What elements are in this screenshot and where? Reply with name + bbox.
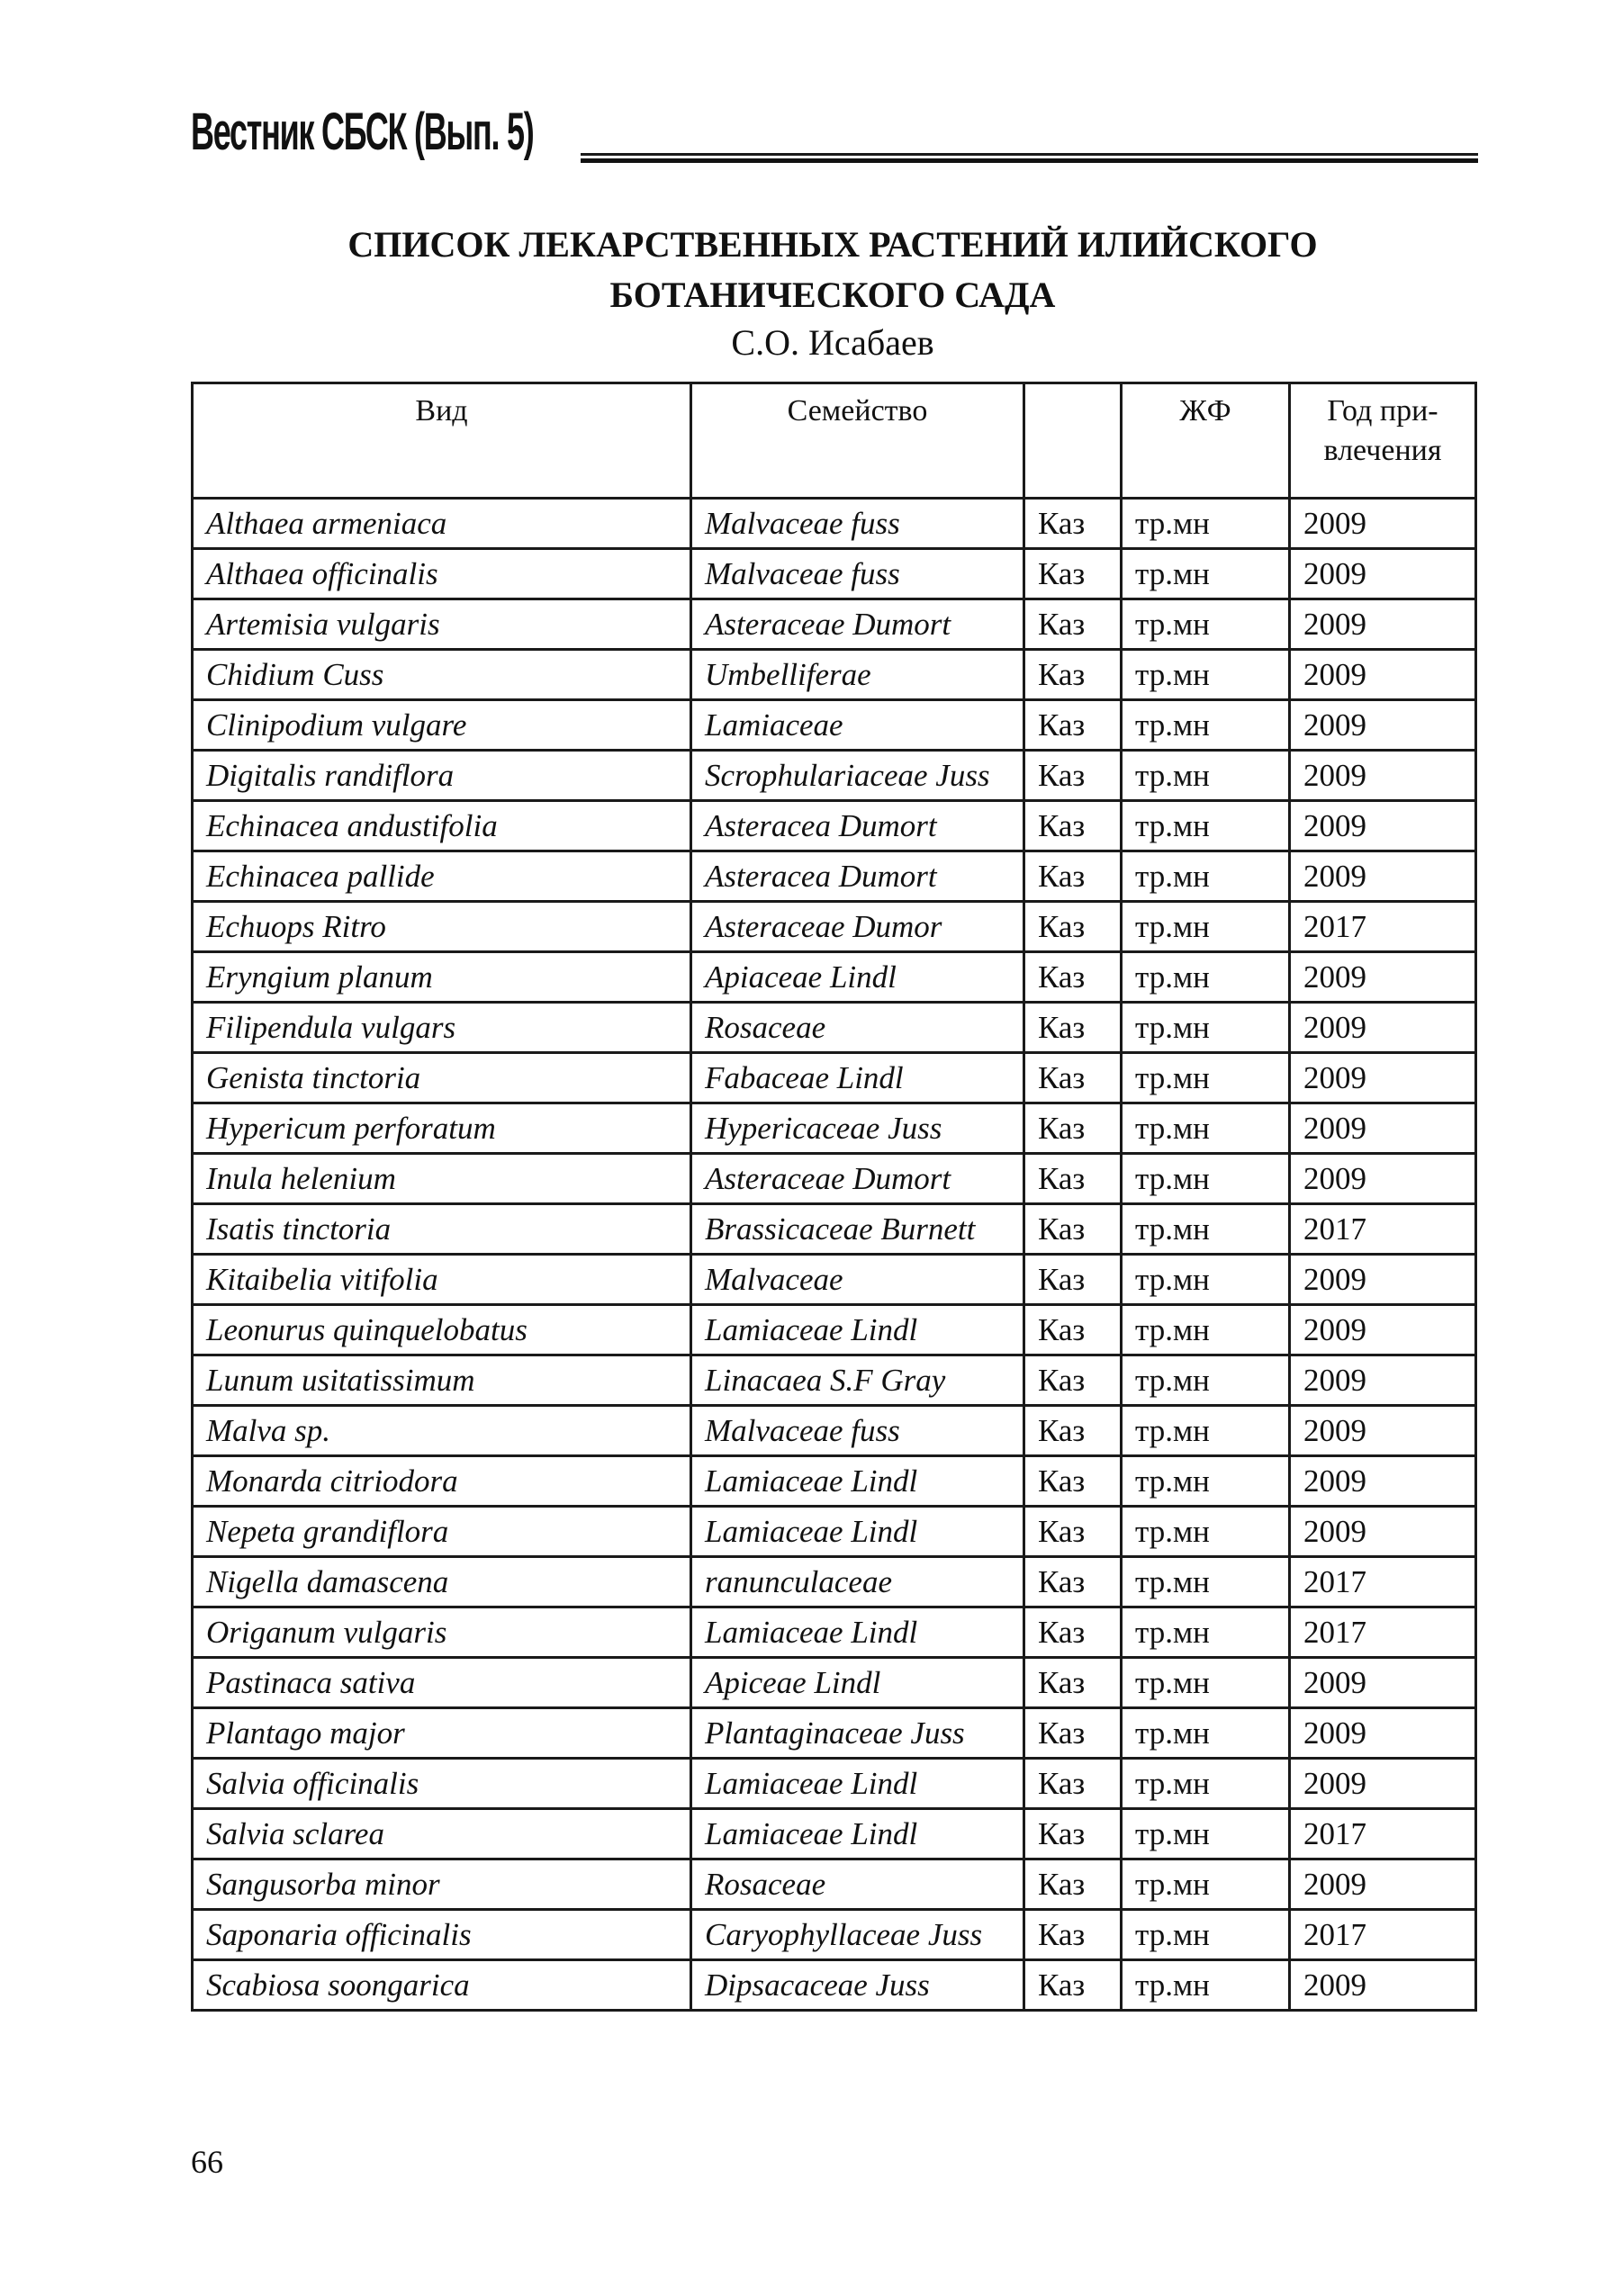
cell-species: Artemisia vulgaris bbox=[193, 599, 691, 650]
cell-year: 2009 bbox=[1290, 1154, 1476, 1204]
cell-origin: Каз bbox=[1024, 1607, 1122, 1658]
cell-year: 2009 bbox=[1290, 851, 1476, 902]
cell-origin: Каз bbox=[1024, 751, 1122, 801]
article-author: С.О. Исабаев bbox=[731, 322, 934, 363]
table-row bbox=[193, 902, 1476, 952]
cell-year: 2009 bbox=[1290, 549, 1476, 599]
cell-year: 2009 bbox=[1290, 1103, 1476, 1154]
cell-family: Lamiaceae bbox=[691, 700, 1024, 751]
cell-species: Lunum usitatissimum bbox=[193, 1355, 691, 1406]
cell-year: 2009 bbox=[1290, 1859, 1476, 1910]
cell-life-form: тр.мн bbox=[1122, 1960, 1290, 2011]
cell-life-form: тр.мн bbox=[1122, 1658, 1290, 1708]
cell-species: Kitaibelia vitifolia bbox=[193, 1255, 691, 1305]
cell-life-form: тр.мн bbox=[1122, 1305, 1290, 1355]
cell-species: Scabiosa soongarica bbox=[193, 1960, 691, 2011]
cell-family: Plantaginaceae Juss bbox=[691, 1708, 1024, 1759]
cell-species: Plantago major bbox=[193, 1708, 691, 1759]
cell-species: Hypericum perforatum bbox=[193, 1103, 691, 1154]
cell-species: Clinipodium vulgare bbox=[193, 700, 691, 751]
cell-origin: Каз bbox=[1024, 599, 1122, 650]
cell-origin: Каз bbox=[1024, 1456, 1122, 1507]
cell-life-form: тр.мн bbox=[1122, 1708, 1290, 1759]
cell-family: Lamiaceae Lindl bbox=[691, 1809, 1024, 1859]
table-row bbox=[193, 1255, 1476, 1305]
cell-life-form: тр.мн bbox=[1122, 851, 1290, 902]
cell-origin: Каз bbox=[1024, 1859, 1122, 1910]
column-header-origin bbox=[1024, 383, 1122, 499]
cell-year: 2017 bbox=[1290, 1809, 1476, 1859]
cell-family: Umbelliferae bbox=[691, 650, 1024, 700]
cell-origin: Каз bbox=[1024, 1305, 1122, 1355]
cell-life-form: тр.мн bbox=[1122, 599, 1290, 650]
cell-life-form: тр.мн bbox=[1122, 1759, 1290, 1809]
cell-year: 2009 bbox=[1290, 650, 1476, 700]
table-row bbox=[193, 1910, 1476, 1960]
cell-origin: Каз bbox=[1024, 801, 1122, 851]
cell-year: 2009 bbox=[1290, 1053, 1476, 1103]
table-row bbox=[193, 1305, 1476, 1355]
table-row bbox=[193, 1507, 1476, 1557]
column-header-year-line-2: влечения bbox=[1323, 434, 1442, 467]
cell-life-form: тр.мн bbox=[1122, 1355, 1290, 1406]
cell-origin: Каз bbox=[1024, 650, 1122, 700]
cell-origin: Каз bbox=[1024, 1003, 1122, 1053]
table-row bbox=[193, 1859, 1476, 1910]
cell-origin: Каз bbox=[1024, 1557, 1122, 1607]
cell-life-form: тр.мн bbox=[1122, 1809, 1290, 1859]
cell-family: Brassicaceae Burnett bbox=[691, 1204, 1024, 1255]
cell-life-form: тр.мн bbox=[1122, 1003, 1290, 1053]
cell-year: 2009 bbox=[1290, 801, 1476, 851]
cell-year: 2017 bbox=[1290, 1910, 1476, 1960]
cell-life-form: тр.мн bbox=[1122, 1255, 1290, 1305]
cell-origin: Каз bbox=[1024, 1708, 1122, 1759]
cell-year: 2009 bbox=[1290, 1406, 1476, 1456]
table-row bbox=[193, 1456, 1476, 1507]
cell-family: Asteraceae Dumor bbox=[691, 902, 1024, 952]
cell-year: 2017 bbox=[1290, 1557, 1476, 1607]
cell-life-form: тр.мн bbox=[1122, 499, 1290, 549]
table-row bbox=[193, 1809, 1476, 1859]
cell-origin: Каз bbox=[1024, 1406, 1122, 1456]
cell-species: Monarda citriodora bbox=[193, 1456, 691, 1507]
cell-origin: Каз bbox=[1024, 851, 1122, 902]
cell-family: Malvaceae bbox=[691, 1255, 1024, 1305]
cell-species: Isatis tinctoria bbox=[193, 1204, 691, 1255]
cell-family: Malvaceae fuss bbox=[691, 1406, 1024, 1456]
column-header-family: Семейство bbox=[691, 383, 1024, 499]
cell-family: Fabaceae Lindl bbox=[691, 1053, 1024, 1103]
table-row bbox=[193, 549, 1476, 599]
cell-family: Linacaea S.F Gray bbox=[691, 1355, 1024, 1406]
cell-species: Chidium Cuss bbox=[193, 650, 691, 700]
cell-species: Salvia officinalis bbox=[193, 1759, 691, 1809]
cell-family: Lamiaceae Lindl bbox=[691, 1607, 1024, 1658]
cell-family: Malvaceae fuss bbox=[691, 549, 1024, 599]
cell-family: Hypericaceae Juss bbox=[691, 1103, 1024, 1154]
cell-origin: Каз bbox=[1024, 902, 1122, 952]
table-row bbox=[193, 1003, 1476, 1053]
cell-species: Leonurus quinquelobatus bbox=[193, 1305, 691, 1355]
table-row bbox=[193, 1406, 1476, 1456]
table-row bbox=[193, 751, 1476, 801]
cell-species: Digitalis randiflora bbox=[193, 751, 691, 801]
table-header-row bbox=[193, 383, 1476, 499]
cell-year: 2009 bbox=[1290, 1255, 1476, 1305]
cell-year: 2009 bbox=[1290, 1003, 1476, 1053]
cell-year: 2009 bbox=[1290, 751, 1476, 801]
cell-life-form: тр.мн bbox=[1122, 1154, 1290, 1204]
cell-life-form: тр.мн bbox=[1122, 952, 1290, 1003]
cell-year: 2009 bbox=[1290, 1960, 1476, 2011]
journal-title: Вестник СБСК (Вып. 5) bbox=[191, 103, 534, 161]
cell-family: Apiaceae Lindl bbox=[691, 952, 1024, 1003]
cell-year: 2009 bbox=[1290, 1355, 1476, 1406]
cell-life-form: тр.мн bbox=[1122, 1406, 1290, 1456]
cell-life-form: тр.мн bbox=[1122, 1204, 1290, 1255]
article-title-line-1: СПИСОК ЛЕКАРСТВЕННЫХ РАСТЕНИЙ ИЛИЙСКОГО bbox=[347, 224, 1318, 265]
cell-origin: Каз bbox=[1024, 1507, 1122, 1557]
header-double-rule bbox=[581, 153, 1478, 164]
table-row bbox=[193, 952, 1476, 1003]
article-title bbox=[191, 220, 1474, 320]
table-row bbox=[193, 1759, 1476, 1809]
cell-year: 2009 bbox=[1290, 1759, 1476, 1809]
cell-life-form: тр.мн bbox=[1122, 700, 1290, 751]
cell-family: Lamiaceae Lindl bbox=[691, 1456, 1024, 1507]
header-rule-thick-line bbox=[581, 158, 1478, 163]
cell-species: Echuops Ritro bbox=[193, 902, 691, 952]
cell-year: 2009 bbox=[1290, 700, 1476, 751]
cell-origin: Каз bbox=[1024, 1103, 1122, 1154]
cell-origin: Каз bbox=[1024, 1809, 1122, 1859]
cell-species: Nigella damascena bbox=[193, 1557, 691, 1607]
cell-life-form: тр.мн bbox=[1122, 1557, 1290, 1607]
cell-year: 2009 bbox=[1290, 499, 1476, 549]
cell-life-form: тр.мн bbox=[1122, 1607, 1290, 1658]
cell-life-form: тр.мн bbox=[1122, 1103, 1290, 1154]
cell-year: 2009 bbox=[1290, 1658, 1476, 1708]
cell-family: Asteracea Dumort bbox=[691, 801, 1024, 851]
cell-life-form: тр.мн bbox=[1122, 1910, 1290, 1960]
column-header-year-line-1: Год при- bbox=[1327, 394, 1438, 428]
column-header-year bbox=[1290, 383, 1476, 499]
cell-species: Echinacea pallide bbox=[193, 851, 691, 902]
column-header-life-form: ЖФ bbox=[1122, 383, 1290, 499]
table-row bbox=[193, 1708, 1476, 1759]
cell-family: Dipsacaceae Juss bbox=[691, 1960, 1024, 2011]
cell-species: Malva sp. bbox=[193, 1406, 691, 1456]
table-row bbox=[193, 1557, 1476, 1607]
column-header-species: Вид bbox=[193, 383, 691, 499]
table-row bbox=[193, 1154, 1476, 1204]
cell-year: 2017 bbox=[1290, 1607, 1476, 1658]
cell-family: Asteracea Dumort bbox=[691, 851, 1024, 902]
cell-family: Lamiaceae Lindl bbox=[691, 1759, 1024, 1809]
cell-year: 2017 bbox=[1290, 902, 1476, 952]
cell-origin: Каз bbox=[1024, 1204, 1122, 1255]
cell-family: Malvaceae fuss bbox=[691, 499, 1024, 549]
cell-origin: Каз bbox=[1024, 549, 1122, 599]
cell-life-form: тр.мн bbox=[1122, 1859, 1290, 1910]
cell-origin: Каз bbox=[1024, 1053, 1122, 1103]
cell-origin: Каз bbox=[1024, 1759, 1122, 1809]
cell-year: 2009 bbox=[1290, 1708, 1476, 1759]
cell-year: 2017 bbox=[1290, 1204, 1476, 1255]
cell-species: Genista tinctoria bbox=[193, 1053, 691, 1103]
cell-origin: Каз bbox=[1024, 1355, 1122, 1406]
cell-origin: Каз bbox=[1024, 1910, 1122, 1960]
cell-species: Nepeta grandiflora bbox=[193, 1507, 691, 1557]
cell-family: ranunculaceae bbox=[691, 1557, 1024, 1607]
cell-life-form: тр.мн bbox=[1122, 1507, 1290, 1557]
cell-origin: Каз bbox=[1024, 1154, 1122, 1204]
table-row bbox=[193, 1355, 1476, 1406]
cell-life-form: тр.мн bbox=[1122, 751, 1290, 801]
cell-origin: Каз bbox=[1024, 1255, 1122, 1305]
table-row bbox=[193, 851, 1476, 902]
cell-family: Asteraceae Dumort bbox=[691, 1154, 1024, 1204]
cell-year: 2009 bbox=[1290, 1507, 1476, 1557]
table-body bbox=[193, 499, 1476, 2011]
cell-species: Echinacea andustifolia bbox=[193, 801, 691, 851]
table-row bbox=[193, 1053, 1476, 1103]
cell-species: Althaea armeniaca bbox=[193, 499, 691, 549]
cell-species: Salvia sclarea bbox=[193, 1809, 691, 1859]
table-row bbox=[193, 1960, 1476, 2011]
cell-origin: Каз bbox=[1024, 1658, 1122, 1708]
cell-life-form: тр.мн bbox=[1122, 1456, 1290, 1507]
page-number: 66 bbox=[191, 2144, 223, 2180]
table-row bbox=[193, 1103, 1476, 1154]
cell-species: Althaea officinalis bbox=[193, 549, 691, 599]
cell-family: Lamiaceae Lindl bbox=[691, 1305, 1024, 1355]
medicinal-plants-table bbox=[191, 382, 1477, 2012]
cell-life-form: тр.мн bbox=[1122, 650, 1290, 700]
cell-origin: Каз bbox=[1024, 952, 1122, 1003]
cell-species: Saponaria officinalis bbox=[193, 1910, 691, 1960]
cell-family: Lamiaceae Lindl bbox=[691, 1507, 1024, 1557]
cell-family: Rosaceae bbox=[691, 1003, 1024, 1053]
cell-species: Sangusorba minor bbox=[193, 1859, 691, 1910]
header-rule-thin-line bbox=[581, 153, 1478, 156]
table-row bbox=[193, 1204, 1476, 1255]
cell-origin: Каз bbox=[1024, 499, 1122, 549]
table-row bbox=[193, 650, 1476, 700]
table-row bbox=[193, 1607, 1476, 1658]
cell-life-form: тр.мн bbox=[1122, 902, 1290, 952]
table-row bbox=[193, 1658, 1476, 1708]
cell-life-form: тр.мн bbox=[1122, 549, 1290, 599]
cell-species: Filipendula vulgars bbox=[193, 1003, 691, 1053]
cell-species: Pastinaca sativa bbox=[193, 1658, 691, 1708]
table-row bbox=[193, 499, 1476, 549]
cell-life-form: тр.мн bbox=[1122, 801, 1290, 851]
cell-origin: Каз bbox=[1024, 700, 1122, 751]
table-row bbox=[193, 700, 1476, 751]
cell-year: 2009 bbox=[1290, 1305, 1476, 1355]
cell-origin: Каз bbox=[1024, 1960, 1122, 2011]
cell-family: Asteraceae Dumort bbox=[691, 599, 1024, 650]
cell-year: 2009 bbox=[1290, 952, 1476, 1003]
cell-year: 2009 bbox=[1290, 1456, 1476, 1507]
article-title-line-2: БОТАНИЧЕСКОГО САДА bbox=[609, 275, 1056, 315]
cell-species: Origanum vulgaris bbox=[193, 1607, 691, 1658]
cell-family: Caryophyllaceae Juss bbox=[691, 1910, 1024, 1960]
cell-family: Rosaceae bbox=[691, 1859, 1024, 1910]
cell-species: Eryngium planum bbox=[193, 952, 691, 1003]
table-row bbox=[193, 801, 1476, 851]
cell-family: Apiceae Lindl bbox=[691, 1658, 1024, 1708]
cell-species: Inula helenium bbox=[193, 1154, 691, 1204]
cell-year: 2009 bbox=[1290, 599, 1476, 650]
cell-family: Scrophulariaceae Juss bbox=[691, 751, 1024, 801]
table-row bbox=[193, 599, 1476, 650]
cell-life-form: тр.мн bbox=[1122, 1053, 1290, 1103]
